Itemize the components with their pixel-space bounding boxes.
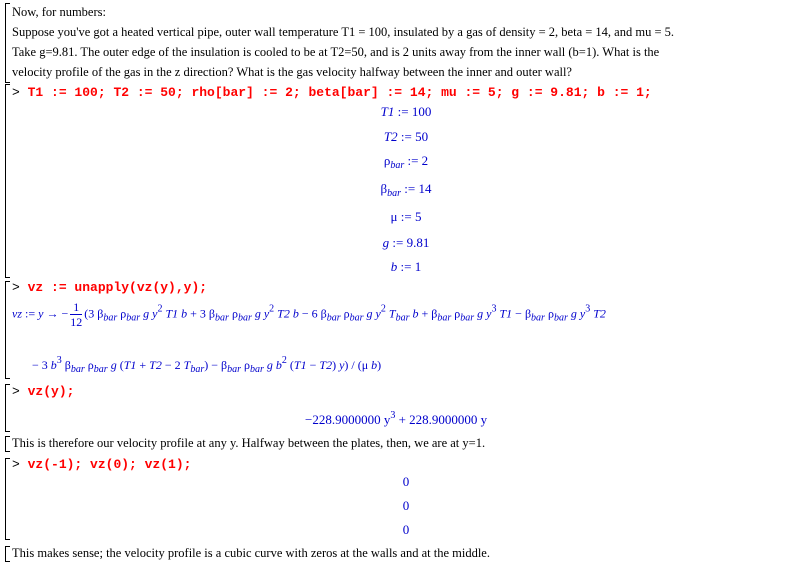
output-vzy: −228.9000000 $y^3 + 228.9000000$ y <box>305 410 488 427</box>
input-code: vz(y); <box>27 384 75 399</box>
output-rho: $\rho_{bar}$ := 2 <box>383 153 429 171</box>
output-beta: $\beta_{bar}$ := 14 <box>380 181 432 199</box>
output-vz-1: 0 <box>402 522 410 537</box>
output-t2: T2 := 50 <box>383 129 429 144</box>
intro-line-3: Take g=9.81. The outer edge of the insulation is cooled to be at T2=50, and is 2 units away from the inner wall (b=1). What is the <box>12 45 660 59</box>
prompt-symbol: > <box>12 85 20 100</box>
group-bracket[interactable] <box>5 384 10 432</box>
output-g: g := 9.81 <box>382 235 430 250</box>
input-line-assignments[interactable] <box>12 83 652 103</box>
group-bracket[interactable] <box>5 281 10 379</box>
input-code: T1 := 100; T2 := 50; rho[bar] := 2; beta[bar] := 14; mu := 5; g := 9.81; b := 1; <box>27 85 652 100</box>
output-mu: μ := 5 <box>390 209 422 224</box>
text-conclusion: This makes sense; the velocity profile is a cubic curve with zeros at the walls and at the middle. <box>12 546 490 560</box>
input-code: vz := unapply(vz(y),y); <box>27 280 208 295</box>
text-velocity-profile: This is therefore our velocity profile at any y. Halfway between the plates, then, we are at y=1. <box>12 436 486 450</box>
output-t1: T1 := 100 <box>380 104 432 119</box>
input-line-eval[interactable]: > vz(-1); vz(0); vz(1); <box>12 457 192 472</box>
output-vz-0: 0 <box>402 498 410 513</box>
intro-line-1: Now, for numbers: <box>12 5 106 19</box>
intro-line-4: velocity profile of the gas in the z direction? What is the gas velocity halfway between the inner and outer wall? <box>12 65 572 79</box>
output-vz-line-2: − 3 $b^3$ $\beta_{bar}$ $\rho_{bar}$ g (T1 + T2 − 2 $T_{bar}) - \beta_{bar}$ $\rho_{bar}$ g $b^2$ (T1 − T2) y) / (μ b) <box>32 355 382 375</box>
output-vz-minus-1: 0 <box>402 474 410 489</box>
intro-text <box>12 2 782 82</box>
fraction-one-twelfth: $\frac{1}{12}$ <box>70 300 83 329</box>
group-bracket[interactable] <box>5 546 10 562</box>
input-line-unapply[interactable]: > vz := unapply(vz(y),y); <box>12 280 208 295</box>
output-b: b := 1 <box>390 259 422 274</box>
input-line-vzy[interactable]: > vz(y); <box>12 384 75 399</box>
output-vz-line-1: vz := y → − $\frac{1}{12}$ (3 $\beta_{bar}$ $\rho_{bar}$ g $y^2$ T1 b + 3 $\beta_{bar}$ $\rho_{bar}$ g $y^2$ T2 b − 6 $\beta_{bar}$ $\rho_{bar}$ g $y^2$ $T_{bar}$ $b + \beta_{bar}$ $\rho_{bar}$ g $y^3$ $T1 - \beta_{bar}$ $\rho_{bar}$ g $y^3$ T2 <box>12 300 606 329</box>
intro-line-2: Suppose you've got a heated vertical pipe, outer wall temperature T1 = 100, insulated by a gas of density = 2, beta = 14, and mu = 5. <box>12 25 674 39</box>
group-bracket[interactable] <box>5 3 10 83</box>
input-code: vz(-1); vz(0); vz(1); <box>27 457 192 472</box>
group-bracket[interactable] <box>5 436 10 452</box>
